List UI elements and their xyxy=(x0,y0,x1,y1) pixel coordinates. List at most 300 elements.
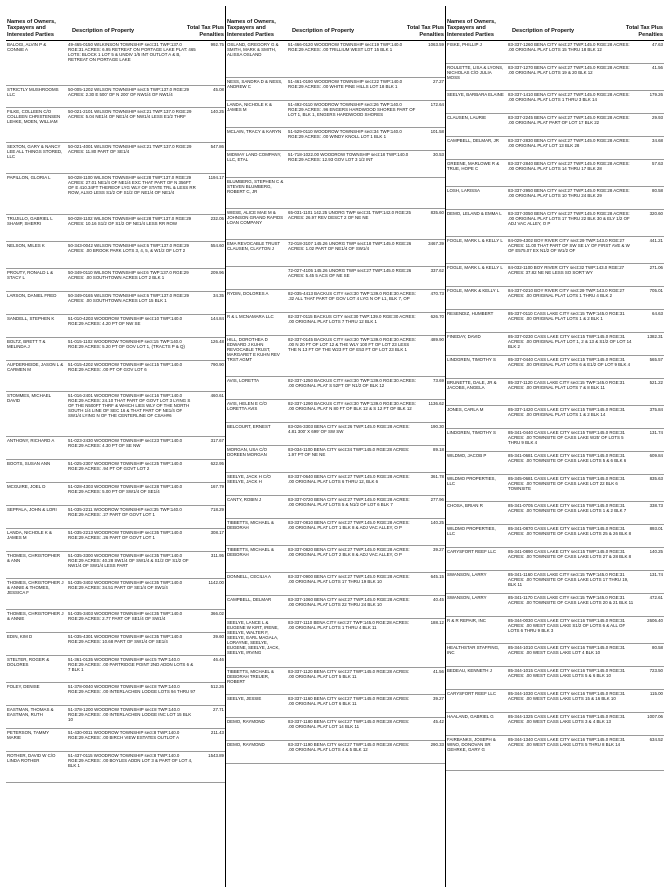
table-row xyxy=(226,519,445,546)
owner-name: CLAUSEN, LAURIE xyxy=(447,115,487,120)
property-description: 83-337-1060 BENA CITY sect:27 TWP:145.0 RGE:28 ACRES: .00 ORIGINAL PLAT LOTS 22 THRU 24 BLK 10 xyxy=(288,597,410,607)
table-row xyxy=(446,333,664,356)
owner-name: HILL, DOROTHEA D EDWARD J KUHN REVOCABLE TRUST, MARGARET E KUHN REV TRST AGMT xyxy=(227,337,280,362)
table-row xyxy=(446,713,664,736)
owner-name: LARSON, DANIEL FRED xyxy=(7,293,57,298)
table-row xyxy=(446,210,664,237)
owner-name: AUFDERHEIDE, JASON L & CARMEN M xyxy=(7,362,64,372)
total-tax: 89.18 xyxy=(433,447,444,452)
table-row xyxy=(226,423,445,446)
table-row xyxy=(226,619,445,668)
owner-name: EASTMAN, THOMAS & EASTMAN, RUTH xyxy=(7,707,54,717)
total-tax: 45.42 xyxy=(433,719,444,724)
total-tax: 190.30 xyxy=(430,424,444,429)
table-row xyxy=(446,644,664,667)
table-row xyxy=(6,392,225,437)
property-description: 83-337-1110 BENA CITY sect:27 TWP:145.0 RGE:28 ACRES: .00 ORIGINAL PLAT LOTS 1 THRU 4 BLK 11 xyxy=(288,620,409,630)
owner-name: PETERSON, TAMMY MARIE xyxy=(7,730,49,740)
property-description: 51-035-3300 WOODROW TOWNSHIP sect:35 TWP:140.0 RGE:29 ACRES: 40.28 SW1/4 OF SW1/4 & S1/2 OF S1/2 OF NW1/4 OF SW1/4 LESS PART xyxy=(68,553,189,568)
owner-name: CHOSA, BRIAN R xyxy=(447,503,483,508)
property-description: 51-015-4202 WOODROW TOWNSHIP sect:15 TWP:140.0 RGE:29 ACRES: .00 PT OF GOV LOT 6 xyxy=(68,362,183,372)
header-total-tax: Total Tax Plus Penalties xyxy=(186,25,224,38)
table-row xyxy=(226,546,445,573)
property-description: 83-337-1120 BENA CITY sect:27 TWP:145.0 RGE:28 ACRES: .00 ORIGINAL PLAT LOT 5 BLK 11 xyxy=(288,669,410,679)
property-description: 51-035-3402 WOODROW TOWNSHIP sect:35 TWP:140.0 RGE:29 ACRES: 34.51 PART OF SE1/4 OF SW1/4 xyxy=(68,580,183,590)
owner-name: FOGLE, MARK & KELLY L xyxy=(447,288,500,293)
listing-column-3 xyxy=(446,6,664,887)
tax-list-page xyxy=(6,6,664,887)
table-row xyxy=(226,446,445,473)
table-row xyxy=(226,668,445,695)
owner-name: ROTHER, DAVID W C/O LINDA ROTHER xyxy=(7,753,56,763)
table-row xyxy=(6,633,225,656)
total-tax: 57.63 xyxy=(652,161,663,166)
owner-name: SEELYE, JESSIE xyxy=(227,696,262,701)
property-description: 85-344-1030 CASS LAKE CITY sect:16 TWP:145.0 RGE:31 ACRES: .00 WEST CASS LAKE LOTS 15 & 16 BLK 10 xyxy=(508,691,625,701)
total-tax: 41.56 xyxy=(652,65,663,70)
parcel-rows xyxy=(6,41,225,783)
total-tax xyxy=(418,178,445,179)
table-row xyxy=(446,452,664,475)
property-description: 83-337-1270 BENA CITY sect:27 TWP:145.0 RGE:28 ACRES: .00 ORIGINAL PLAT LOTS 19 & 20 BLK 12 xyxy=(508,65,630,75)
owner-name: CAMPBELL, DELMAR xyxy=(227,597,272,602)
table-row xyxy=(226,473,445,496)
total-tax: 29.93 xyxy=(652,115,663,120)
total-tax: 1194.17 xyxy=(208,175,224,180)
owner-name: MCGUIRE, JOEL D xyxy=(7,484,46,489)
total-tax: 172.64 xyxy=(430,102,444,107)
owner-name: WILDMO, JACOB P xyxy=(447,453,487,458)
table-row xyxy=(226,573,445,596)
table-row xyxy=(446,114,664,137)
table-row xyxy=(6,506,225,529)
total-tax: 290.33 xyxy=(430,742,444,747)
parcel-rows xyxy=(446,41,664,771)
total-tax: 1142.00 xyxy=(208,580,224,585)
total-tax: 308.17 xyxy=(210,530,224,535)
total-tax: 375.84 xyxy=(649,407,663,412)
table-row xyxy=(6,269,225,292)
owner-name: DEMO, RAYMOND xyxy=(227,742,265,747)
owner-name: CARYSFORT REEF LLC xyxy=(447,691,497,696)
owner-name: LINDGREN, TIMOTHY S xyxy=(447,430,496,435)
table-row xyxy=(226,267,445,290)
total-tax: 39.27 xyxy=(433,547,444,552)
owner-name: TIBBETTS, MICHAEL & DEBORAH xyxy=(227,520,274,530)
owner-name: STELTER, ROGER & DOLORES xyxy=(7,657,50,667)
total-tax: 893.01 xyxy=(649,526,663,531)
total-tax: 34.35 xyxy=(213,293,224,298)
owner-name: EMA REVOCABLE TRUST CLAUSEN, CLAYTON J xyxy=(227,241,281,251)
property-description: 84-032-1100 BOY RIVER CITY sect:32 TWP:143.0 RGE:27 ACRES: 37.82 NE NE LESS SO SORT WY xyxy=(508,265,625,275)
total-tax: 232.05 xyxy=(210,216,224,221)
total-tax: 41.56 xyxy=(433,669,444,674)
property-description: 82-337-1250 BACKUS CITY sect:30 TWP:139.0 RGE:30 ACRES: .00 ORIGINAL PLAT S 52FT OF N1/2 OF BLK 12 xyxy=(288,378,416,388)
total-tax: 115.00 xyxy=(649,691,663,696)
total-tax: 64.63 xyxy=(652,311,663,316)
property-description: 51-025-2307 WOODROW TOWNSHIP sect:25 TWP:140.0 RGE:29 ACRES: .94 PT OF GOVT LOT 2 xyxy=(68,461,183,471)
table-row xyxy=(226,290,445,313)
total-tax: 40.45 xyxy=(433,597,444,602)
owner-name: BOOTS, SUSAN ANN xyxy=(7,461,51,466)
owner-name: SEELYE, JACK H C/O SEELYE, JACK H xyxy=(227,474,271,484)
property-description: 50-005-1202 WILSON TOWNSHIP sect:5 TWP:137.0 RGE:29 ACRES: 2.30 E 500' OF N 200' OF NW1/4 OF NW1/4 xyxy=(68,87,189,97)
owner-name: FAIRBANKS, JOSEPH & WINO, DONOVAN SR GEHRKE, GARY G xyxy=(447,737,496,752)
owner-name: AVIS, HELEN E C/O LORETTA AVIS xyxy=(227,401,267,411)
table-row xyxy=(446,310,664,333)
total-tax: 521.22 xyxy=(649,380,663,385)
property-description: 83-337-1410 BENA CITY sect:27 TWP:145.0 RGE:28 ACRES: .00 ORIGINAL PLAT LOTS 1 THRU 3 BLK 14 xyxy=(508,92,630,102)
owner-name: LANDA, NICHOLE K & JAMES M xyxy=(227,102,272,112)
table-row xyxy=(446,160,664,187)
table-row xyxy=(226,596,445,619)
table-row xyxy=(6,729,225,752)
property-description: 51-035-3403 WOODROW TOWNSHIP sect:35 TWP:140.0 RGE:29 ACRES: 2.77 PART OF SE1/4 OF SW1/4 xyxy=(68,611,183,621)
header-owners: Names of Owners, Taxpayers and Interested Parties xyxy=(7,18,56,38)
total-tax: 2606.40 xyxy=(647,618,663,623)
property-description: 65-031-1101 142.25 UNORG TWP sect:31 TWP:142.0 RGE:25 ACRES: 26.97 REV DESCT 2 OF NE NE xyxy=(288,210,411,220)
owner-name: HEALTHSTAR STAFFING, INC xyxy=(447,645,500,655)
parcel-rows xyxy=(226,41,445,764)
owner-name: THOMES, CHRISTOPHER & ANN xyxy=(7,553,61,563)
property-description: 49-465-0150 WILKINSON TOWNSHIP sect:31 TWP:137.0 RGE:31 ACRES: 6.95 RETREAT ON PORTAGE LAKE PLAT: 465 LOTS: BLOCK 1 LOT 5 & UNDIV 1/5 INT OUTLOT A & B, RETREAT ON PORTAGE LAKE xyxy=(68,42,196,62)
property-description: 85-345-0681 CASS LAKE CITY sect:15 TWP:145.0 RGE:31 ACRES: .00 TOWNSITE OF CASS LAKE LOT 22 BLK 6 TOWNSITE xyxy=(508,476,625,491)
owner-name xyxy=(226,267,286,268)
property-description: 72-018-3107 145.26 UNORG TWP sect:18 TWP:145.0 RGE:26 ACRES: 1.02 PART OF NE1/4 OF SW1/4 xyxy=(288,241,412,251)
table-row xyxy=(226,151,445,178)
table-row xyxy=(6,656,225,683)
owner-name: CARYSFORT REEF LLC xyxy=(447,549,497,554)
table-row xyxy=(226,718,445,741)
column-divider xyxy=(445,6,446,887)
total-tax: 1543.89 xyxy=(208,753,224,758)
owner-name: THOMES, CHRISTOPHER J & ANNIE xyxy=(7,611,64,621)
total-tax: 1382.31 xyxy=(647,334,663,339)
owner-name: LINDGREN, TIMOTHY S xyxy=(447,357,496,362)
property-description: 83-034-1100 BENA CITY sect:34 TWP:145.0 RGE:28 ACRES: 1.97 PT OF NE NE xyxy=(288,447,410,457)
owner-name: R & L MCNAMARA LLC xyxy=(227,314,274,319)
property-description: 51-529-0110 WOODROW TOWNSHIP sect:34 TWP:140.0 RGE:29 ACRES: .00 WINDY KNOLL LOT 1 BLK 1 xyxy=(288,129,402,139)
owner-name: ROULETTE, LISA & LYONS, NICHOLAS C/O JULIA MOSS xyxy=(447,65,504,80)
table-row xyxy=(446,690,664,713)
property-description: 50-021-4001 WILSON TOWNSHIP sect:21 TWP:137.0 RGE:29 ACRES: 11.80 PART OF SE1/4 xyxy=(68,144,192,154)
table-row xyxy=(6,683,225,706)
owner-name: BALOGI, ALVIN P & CONNIE A xyxy=(7,42,47,52)
table-row xyxy=(226,336,445,377)
total-tax: 188.12 xyxy=(430,620,444,625)
owner-name: SEXTON, GARY & NANCY LEE ALL THINGS STORED, LLC xyxy=(7,144,63,159)
total-tax: 317.67 xyxy=(210,438,224,443)
property-description: 51-023-2430 WOODROW TOWNSHIP sect:23 TWP:140.0 RGE:29 ACRES: 4.30 PT OF SE NW xyxy=(68,438,183,448)
owner-name: DEMO, LELAND & EMMA L xyxy=(447,211,502,216)
total-tax: 80.58 xyxy=(652,188,663,193)
total-tax: 27.27 xyxy=(433,79,444,84)
table-row xyxy=(446,617,664,644)
property-description: 85-341-0440 CASS LAKE CITY sect:15 TWP:145.0 RGE:31 ACRES: .00 TOWNSITE OF CASS LAKE W25' OF LOTS 5 THRU 9 BLK 4 xyxy=(508,430,625,445)
total-tax: 131.74 xyxy=(649,430,663,435)
total-tax: 512.26 xyxy=(210,684,224,689)
owner-name: FOGLE, MARK L & KELLY L xyxy=(447,265,503,270)
owner-name: PROUTY, RONALD L & STACY L xyxy=(7,270,54,280)
column-header xyxy=(226,6,445,41)
owner-name: MORGAN, USA C/O DOREEN MORGAN xyxy=(227,447,268,457)
table-row xyxy=(6,579,225,610)
property-description: 85-344-1325 CASS LAKE CITY sect:16 TWP:145.0 RGE:31 ACRES: .00 WEST CASS LAKE LOTS 3 & 4 BLK 13 xyxy=(508,714,625,724)
table-row xyxy=(6,41,225,86)
owner-name: SWANSON, LARRY xyxy=(447,572,487,577)
table-row xyxy=(446,548,664,571)
column-divider xyxy=(225,6,226,887)
table-row xyxy=(6,108,225,143)
owner-name: SEELYE, BARBARA ELAINE xyxy=(447,92,504,97)
property-description: 83-337-2950 BENA CITY sect:27 TWP:145.0 RGE:28 ACRES: .00 ORIGINAL PLAT LOTS 10 THRU 24 BLK 29 xyxy=(508,188,630,198)
table-row xyxy=(6,460,225,483)
property-description: 82-337-1290 BACKUS CITY sect:30 TWP:139.0 RGE:30 ACRES: .00 ORIGINAL PLAT N 80 FT OF BLK 12 & S 12 FT OF BLK 12 xyxy=(288,401,416,411)
total-tax: 547.86 xyxy=(210,144,224,149)
owner-name: GREENE, MARLOWE R & TRUE, HOPE C xyxy=(447,161,500,171)
total-tax: 626.70 xyxy=(430,314,444,319)
total-tax: 460.61 xyxy=(210,393,224,398)
property-description: 83-337-2245 BENA CITY sect:27 TWP:145.0 RGE:28 ACRES: .00 ORIGINAL PLAT PART OF LOT 17 BLK 22 xyxy=(508,115,630,125)
owner-name: FOLEY, DENISE xyxy=(7,684,40,689)
header-owners: Names of Owners, Taxpayers and Interested Parties xyxy=(227,18,276,38)
column-header xyxy=(6,6,225,41)
total-tax: 211.43 xyxy=(210,730,224,735)
table-row xyxy=(226,240,445,267)
total-tax: 609.84 xyxy=(649,453,663,458)
property-description: 85-344-1340 CASS LAKE CITY sect:16 TWP:145.0 RGE:31 ACRES: .00 WEST CASS LAKE LOTS 5 THRU 8 BLK 14 xyxy=(508,737,625,747)
listing-column-1 xyxy=(6,6,225,887)
total-tax: 140.25 xyxy=(649,549,663,554)
property-description: 72-027-4105 145.26 UNORG TWP sect:27 TWP:145.0 RGE:26 ACRES: 5.45 5 ACS OF NE SE xyxy=(288,268,412,278)
table-row xyxy=(446,237,664,264)
total-tax: 489.90 xyxy=(430,337,444,342)
owner-name: STOMMES, MICHAEL DAVID xyxy=(7,393,51,403)
owner-name: PAPILLON, GLORIA L xyxy=(7,175,51,180)
header-description: Description of Property xyxy=(512,27,575,34)
total-tax: 39.27 xyxy=(433,696,444,701)
listing-column-2 xyxy=(226,6,445,887)
total-tax: 179.26 xyxy=(649,92,663,97)
owner-name: TIBBETTS, MICHAEL & DEBORAH xyxy=(227,547,274,557)
total-tax: 645.15 xyxy=(430,574,444,579)
table-row xyxy=(226,400,445,423)
property-description: 50-021-2101 WILSON TOWNSHIP sect:21 TWP:137.0 RGE:29 ACRES: 5.04 NE1/4 OF NE1/4 OF NW1/4 LESS E1/2 THRF xyxy=(68,109,192,119)
property-description: 85-344-1010 CASS LAKE CITY sect:16 TWP:145.0 RGE:31 ACRES: .00 WEST CASS LAKE LOT 4 BLK 10 xyxy=(508,645,625,655)
table-row xyxy=(226,128,445,151)
owner-name: MCLAIN, TRACY & KARYN xyxy=(227,129,282,134)
owner-name: FINEDAY, DAVID xyxy=(447,334,481,339)
total-tax: 39.60 xyxy=(213,634,224,639)
total-tax: 361.78 xyxy=(430,474,444,479)
table-row xyxy=(6,529,225,552)
owner-name: BEDEAU, KENNETH J xyxy=(447,668,492,673)
owner-name: SEELYE, LANCE L & EUGENE W KIRT, IRENE, SEELYE, WALTER F, SEELYE, EARL MAGALA, LORAYNE, SEELYE, EUGENE, SEELYE, JACK, SEELYE, IRVING xyxy=(227,620,280,655)
property-description: 83-337-3050 BENA CITY sect:27 TWP:145.0 RGE:28 ACRES: .00 ORIGINAL PLAT LOTS 17 THRU 22 BLK 30 & ELY 1/2 OF ADJ VAC ALLEY, O P xyxy=(508,211,630,226)
owner-name: TRUJILLO, GABRIEL L SHAMP, SHERRI xyxy=(7,216,53,226)
total-tax: 320.60 xyxy=(649,211,663,216)
total-tax: 277.96 xyxy=(430,497,444,502)
owner-name: ANTHONY, RICHARD A xyxy=(7,438,55,443)
owner-name: CANTY, ROBIN J xyxy=(227,497,262,502)
total-tax: 45.08 xyxy=(213,87,224,92)
total-tax: 3467.39 xyxy=(428,241,444,246)
property-description: 85-341-0705 CASS LAKE CITY sect:15 TWP:145.0 RGE:31 ACRES: .00 TOWNSITE OF CASS LAKE LOTS 1 & 2 BLK 7 xyxy=(508,503,627,513)
total-tax: 27.71 xyxy=(213,707,224,712)
property-description: 51-378-0040 WOODROW TOWNSHIP sect:8 TWP:140.0 RGE:29 ACRES: .00 INTERLACHEN LODGE LOTS 94 THRU 97 xyxy=(68,684,196,694)
total-tax: 140.25 xyxy=(430,520,444,525)
total-tax: 271.06 xyxy=(649,265,663,270)
table-row xyxy=(446,594,664,617)
total-tax: 705.01 xyxy=(649,288,663,293)
table-row xyxy=(446,91,664,114)
total-tax: 441.21 xyxy=(649,238,663,243)
property-description: 50-349-0110 WILSON TOWNSHIP sect:6 TWP:137.0 RGE:29 ACRES: .00 SOUTHTOWN ACRES LOT 2 BLK 1 xyxy=(68,270,189,280)
property-description: 83-337-1260 BENA CITY sect:27 TWP:145.0 RGE:28 ACRES: .00 ORIGINAL PLAT LOTS 15 THRU 18 BLK 12 xyxy=(508,42,630,52)
header-owners: Names of Owners, Taxpayers and Interested Parties xyxy=(447,18,496,38)
total-tax: 140.25 xyxy=(210,109,224,114)
owner-name: NESS, SANDRA D & NESS, ANDREW C xyxy=(227,79,283,89)
table-row xyxy=(226,178,445,209)
property-description: 85-341-0890 CASS LAKE CITY sect:15 TWP:145.0 RGE:31 ACRES: .00 TOWNSITE OF CASS LAKE LOTS 27 & 28 BLK 8 xyxy=(508,549,632,559)
property-description: 51-718-1022.00 WOODROW TOWNSHIP sect:18 TWP:140.0 RGE:29 ACRES: 12.93 GOV LOT 3 1/2 INT xyxy=(288,152,409,162)
property-description: 51-028-4303 WOODROW TOWNSHIP sect:28 TWP:140.0 RGE:29 ACRES: 5.00 PT OF SW1/4 OF SE1/4 xyxy=(68,484,183,494)
total-tax: 835.63 xyxy=(649,476,663,481)
header-total-tax: Total Tax Plus Penalties xyxy=(406,25,444,38)
property-description: 83-337-1190 BENA CITY sect:27 TWP:145.0 RGE:28 ACRES: .00 ORIGINAL PLAT LOTS 4 & 5 BLK 12 xyxy=(288,742,410,752)
table-row xyxy=(6,86,225,108)
total-tax: 73.69 xyxy=(433,378,444,383)
table-row xyxy=(6,315,225,338)
property-description: 51-437-0115 WOODROW TOWNSHIP sect:8 TWP:140.0 RGE:29 ACRES: .00 BOYLES ADDN LOT 3 & PART OF LOT 4, BLK 1 xyxy=(68,753,193,768)
property-description: 51-492-0110 WOODROW TOWNSHIP sect:26 TWP:140.0 RGE:29 ACRES: .96 ENGERS HARDWOOD SHORES PART OF LOT 1, BLK 1, ENGERS HARDWOOD SHORES xyxy=(288,102,416,117)
owner-name: HAALAND, GABRIEL G xyxy=(447,714,494,719)
owner-name: TIBBETTS, MICHAEL & DEBORAH TREUER, ROBERT xyxy=(227,669,274,684)
property-description: 51-466-0120 WOODROW TOWNSHIP sect:19 TWP:140.0 RGE:29 ACRES: .00 TRILLIUM WEST LOT 15 BLK 1 xyxy=(288,42,403,52)
total-tax: 167.79 xyxy=(210,484,224,489)
property-description: 51-461-0190 WOODROW TOWNSHIP sect:22 TWP:140.0 RGE:29 ACRES: .00 WHITE PINE HILLS LOT 18 BLK 1 xyxy=(288,79,403,89)
table-row xyxy=(6,361,225,392)
total-tax: 472.61 xyxy=(649,595,663,600)
total-tax: 992.75 xyxy=(210,42,224,47)
property-description: 83-337-0640 BENA CITY sect:27 TWP:145.0 RGE:28 ACRES: .00 ORIGINAL PLAT LOTS 6 THRU 12, BLK 6 xyxy=(288,474,410,484)
owner-name: AVIS, LORETTA xyxy=(227,378,260,383)
property-description xyxy=(286,178,418,179)
total-tax: 1007.06 xyxy=(647,714,663,719)
property-description: 50-028-1102 WILSON TOWNSHIP sect:28 TWP:137.0 RGE:29 ACRES: 10.16 S1/2 OF S1/2 OF NE1/4 LESS RR ROW xyxy=(68,216,192,226)
owner-name: FILKE, COLLEEN C/O COLLEEN CHRISTENSEN LEHKE, MOEN, WILLIAM xyxy=(7,109,61,124)
total-tax: 46.46 xyxy=(213,657,224,662)
total-tax: 311.95 xyxy=(210,553,224,558)
owner-name: DEMO, RAYMOND xyxy=(227,719,265,724)
owner-name: OSLAND, GREGORY G & SMITH, MARK & SMITH, ALISSA OSLAND xyxy=(227,42,279,57)
header-total-tax: Total Tax Plus Penalties xyxy=(625,25,663,38)
property-description: 83-337-2830 BENA CITY sect:27 TWP:145.0 RGE:28 ACRES: .00 ORIGINAL PLAT LOT 13 BLK 28 xyxy=(508,138,630,148)
table-row xyxy=(226,78,445,101)
owner-name: LANDA, NICHOLE K & JAMES M xyxy=(7,530,52,540)
total-tax: 209.96 xyxy=(210,270,224,275)
table-row xyxy=(6,338,225,361)
property-description: 83-337-0820 BENA CITY sect:27 TWP:145.0 RGE:28 ACRES: .00 ORIGINAL PLAT LOT 2 BLK 8 & ADJ VAC ALLEY, O P xyxy=(288,547,410,557)
total-tax: 565.57 xyxy=(649,357,663,362)
property-description: 82-337-0145 BACKUS CITY sect:30 TWP:139.0 RGE:30 ACRES: .00 N 20 FT OF LOT 12 & THE WLY 100 FT OF LOT 23 LESS THE N 13 FT OF THE W23 FT OF E53 FT OF LOT 23 BLK 1 xyxy=(288,337,416,352)
owner-name: RYDIN, DOLORES A xyxy=(227,291,269,296)
owner-name: STRICTLY MUSHROOMS LLC xyxy=(7,87,59,97)
total-tax: 144.84 xyxy=(210,316,224,321)
property-description: 50-349-0165 WILSON TOWNSHIP sect:6 TWP:137.0 RGE:29 ACRES: .00 SOUTHTOWN ACRES LOT 15 BLK 1 xyxy=(68,293,189,303)
owner-name: BELCOURT, ERNEST xyxy=(227,424,271,429)
table-row xyxy=(446,264,664,287)
owner-name: BLUMBERG, STEPHEN C & STEVEN BLUMBERG, ROBERT C, JR xyxy=(227,179,284,194)
owner-name: SANDELL, STEPHEN K xyxy=(7,316,55,321)
total-tax: 30.53 xyxy=(433,152,444,157)
property-description: 50-028-1100 WILSON TOWNSHIP sect:28 TWP:137.0 RGE:29 ACRES: 27.01 NE1/4 OF NE1/4 EXC THAT PART OF N 356FT OF E 410.34FT THEREOF LYG WLY OF STATE TRL & LESS RR ROW, ALSO LESS S1/2 OF S1/2 OF NE1/4 OF NE1/4 xyxy=(68,175,196,195)
property-description: 83-026-3303 BENA CITY sect:26 TWP:145.0 RGE:28 ACRES: 4.81 300' X 699' OF SW SW xyxy=(288,424,410,434)
owner-name: EDIN, KIM D xyxy=(7,634,33,639)
total-tax: 554.60 xyxy=(210,243,224,248)
total-tax: 723.50 xyxy=(649,668,663,673)
property-description: 85-337-0110 CASS LAKE CITY sect:15 TWP:145.0 RGE:31 ACRES: .00 ORIGINAL PLAT LOTS 1 & 2 BLK 1 xyxy=(508,311,625,321)
property-description: 83-337-2840 BENA CITY sect:27 TWP:145.0 RGE:28 ACRES: .00 ORIGINAL PLAT LOTS 14 THRU 17 BLK 28 xyxy=(508,161,630,171)
table-row xyxy=(446,379,664,406)
table-row xyxy=(226,41,445,78)
total-tax: 366.02 xyxy=(210,611,224,616)
table-row xyxy=(226,741,445,764)
total-tax: 338.73 xyxy=(649,503,663,508)
owner-name: MIDWAY LAND COMPANY, LLC, ETAL xyxy=(227,152,282,162)
owner-name: CAMPBELL, DELMAR, JR xyxy=(447,138,499,143)
owner-name: DONNELL, CECILIA A xyxy=(227,574,271,579)
total-tax: 1136.62 xyxy=(428,401,444,406)
table-row xyxy=(446,736,664,771)
total-tax: 80.58 xyxy=(652,645,663,650)
property-description: 51-430-0011 WOODROW TOWNSHIP sect:8 TWP:140.0 RGE:29 ACRES: .00 BIRCH VIEW ESTATES OUTLOT A xyxy=(68,730,180,740)
total-tax: 337.62 xyxy=(430,268,444,273)
table-row xyxy=(6,752,225,783)
total-tax: 131.74 xyxy=(649,572,663,577)
table-row xyxy=(446,502,664,525)
table-row xyxy=(446,475,664,502)
property-description: 84-337-0210 BOY RIVER CITY sect:29 TWP:143.0 RGE:27 ACRES: .00 ORIGINAL PLAT LOTS 1 THRU 4 BLK 2 xyxy=(508,288,625,298)
property-description: 82-337-0115 BACKUS CITY sect:30 TWP:139.0 RGE:30 ACRES: .00 ORIGINAL PLAT LOTS 7 THRU 12 BLK 1 xyxy=(288,314,416,324)
total-tax: 47.63 xyxy=(652,42,663,47)
owner-name: NELSON, MILES K xyxy=(7,243,45,248)
property-description: 85-344-1015 CASS LAKE CITY sect:16 TWP:145.0 RGE:31 ACRES: .00 WEST CASS LAKE LOTS 5 & 6 BLK 10 xyxy=(508,668,625,678)
table-row xyxy=(446,356,664,379)
property-description: 85-344-0030 CASS LAKE CITY sect:16 TWP:145.0 RGE:31 ACRES: .00 WEST CASS LAKE S1/2 OF LOTS 6 & ALL OF LOTS 6 THRU 9 BLK 3 xyxy=(508,618,626,633)
total-tax: 470.73 xyxy=(430,291,444,296)
owner-name: SEPPALA, JOHN & LORI xyxy=(7,507,57,512)
table-row xyxy=(6,706,225,729)
owner-name: THOMES, CHRISTOPHER J & ANNIE & THOMES, JESSICA F xyxy=(7,580,64,595)
table-row xyxy=(6,483,225,506)
total-tax: 1063.59 xyxy=(428,42,444,47)
table-row xyxy=(6,610,225,633)
property-description: 51-015-1102 WOODROW TOWNSHIP sect:15 TWP:140.0 RGE:29 ACRES: 5.20 PT OF GOV LOT 1, (TRACTS P & Q) xyxy=(68,339,185,349)
property-description: 85-337-0230 CASS LAKE CITY sect:15 TWP:145.0 RGE:31 ACRES: .00 ORIGINAL PLAT LOT 1, 2 & 13 & S1/2 OF LOT 14 BLK 2 xyxy=(508,334,632,349)
owner-name: LOSH, LARISSA xyxy=(447,188,480,193)
total-tax: 835.60 xyxy=(430,210,444,215)
table-row xyxy=(446,41,664,64)
property-description: 51-010-4203 WOODROW TOWNSHIP sect:10 TWP:140.0 RGE:29 ACRES: 4.20 PT OF NW SE xyxy=(68,316,183,326)
total-tax: 718.29 xyxy=(210,507,224,512)
owner-name: WILDMO PROPERTIES, LLC xyxy=(447,476,496,486)
table-row xyxy=(6,552,225,579)
owner-name: FISKE, PHILLIP J xyxy=(447,42,482,47)
table-row xyxy=(446,667,664,690)
table-row xyxy=(226,695,445,718)
total-tax: 34.68 xyxy=(652,138,663,143)
